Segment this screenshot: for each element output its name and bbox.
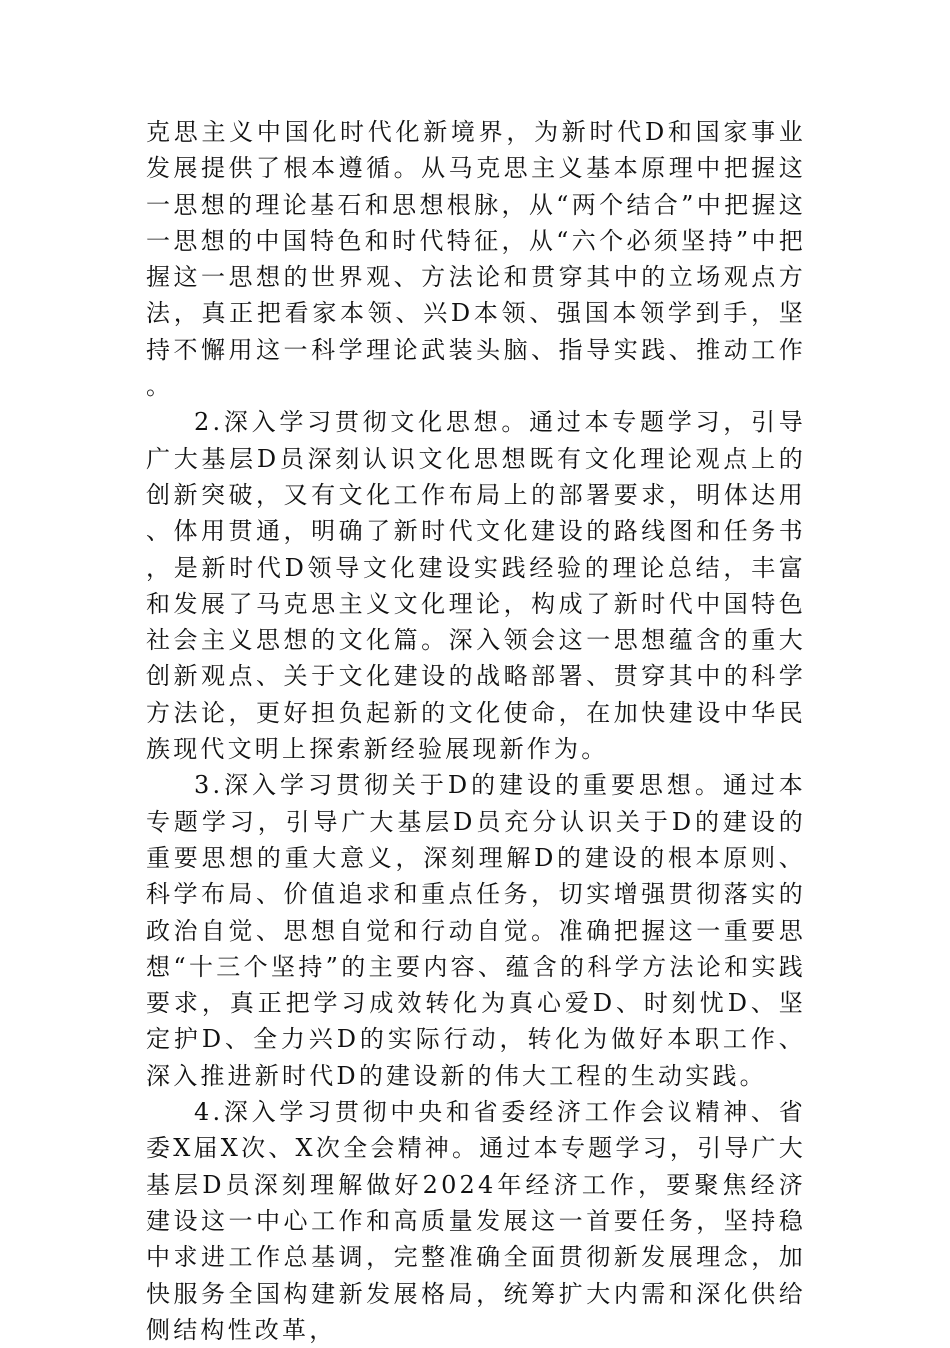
paragraph-continuation: 克思主义中国化时代化新境界，为新时代D和国家事业发展提供了根本遵循。从马克思主义基本原理中把握这一思想的理论基石和思想根脉，从“两个结合”中把握这一思想的中国特色和时代特征，从“六个必须坚持”中把握这一思想的世界观、方法论和贯穿其中的立场观点方法，真正把看家本领、兴D本领、强国本领学到手，坚持不懈用这一科学理论武装头脑、指导实践、推动工作。 <box>146 118 806 401</box>
paragraph-item-3: 3.深入学习贯彻关于D的建设的重要思想。通过本专题学习，引导广大基层D员充分认识关于D的建设的重要思想的重大意义，深刻理解D的建设的根本原则、科学布局、价值追求和重点任务，切实增强贯彻落实的政治自觉、思想自觉和行动自觉。准确把握这一重要思想“十三个坚持”的主要内容、蕴含的科学方法论和实践要求，真正把学习成效转化为真心爱D、时刻忧D、坚定护D、全力兴D的实际行动，转化为做好本职工作、深入推进新时代D的建设新的伟大工程的生动实践。 <box>146 771 806 1090</box>
paragraph-item-4: 4.深入学习贯彻中央和省委经济工作会议精神、省委X届X次、X次全会精神。通过本专题学习，引导广大基层D员深刻理解做好2024年经济工作，要聚焦经济建设这一中心工作和高质量发展这一首要任务，坚持稳中求进工作总基调，完整准确全面贯彻新发展理念，加快服务全国构建新发展格局，统筹扩大内需和深化供给侧结构性改革， <box>146 1098 806 1344</box>
paragraph-item-2: 2.深入学习贯彻文化思想。通过本专题学习，引导广大基层D员深刻认识文化思想既有文化理论观点上的创新突破，又有文化工作布局上的部署要求，明体达用、体用贯通，明确了新时代文化建设的路线图和任务书，是新时代D领导文化建设实践经验的理论总结，丰富和发展了马克思主义文化理论，构成了新时代中国特色社会主义思想的文化篇。深入领会这一思想蕴含的重大创新观点、关于文化建设的战略部署、贯穿其中的科学方法论，更好担负起新的文化使命，在加快建设中华民族现代文明上探索新经验展现新作为。 <box>146 408 806 764</box>
document-body <box>146 114 806 1348</box>
